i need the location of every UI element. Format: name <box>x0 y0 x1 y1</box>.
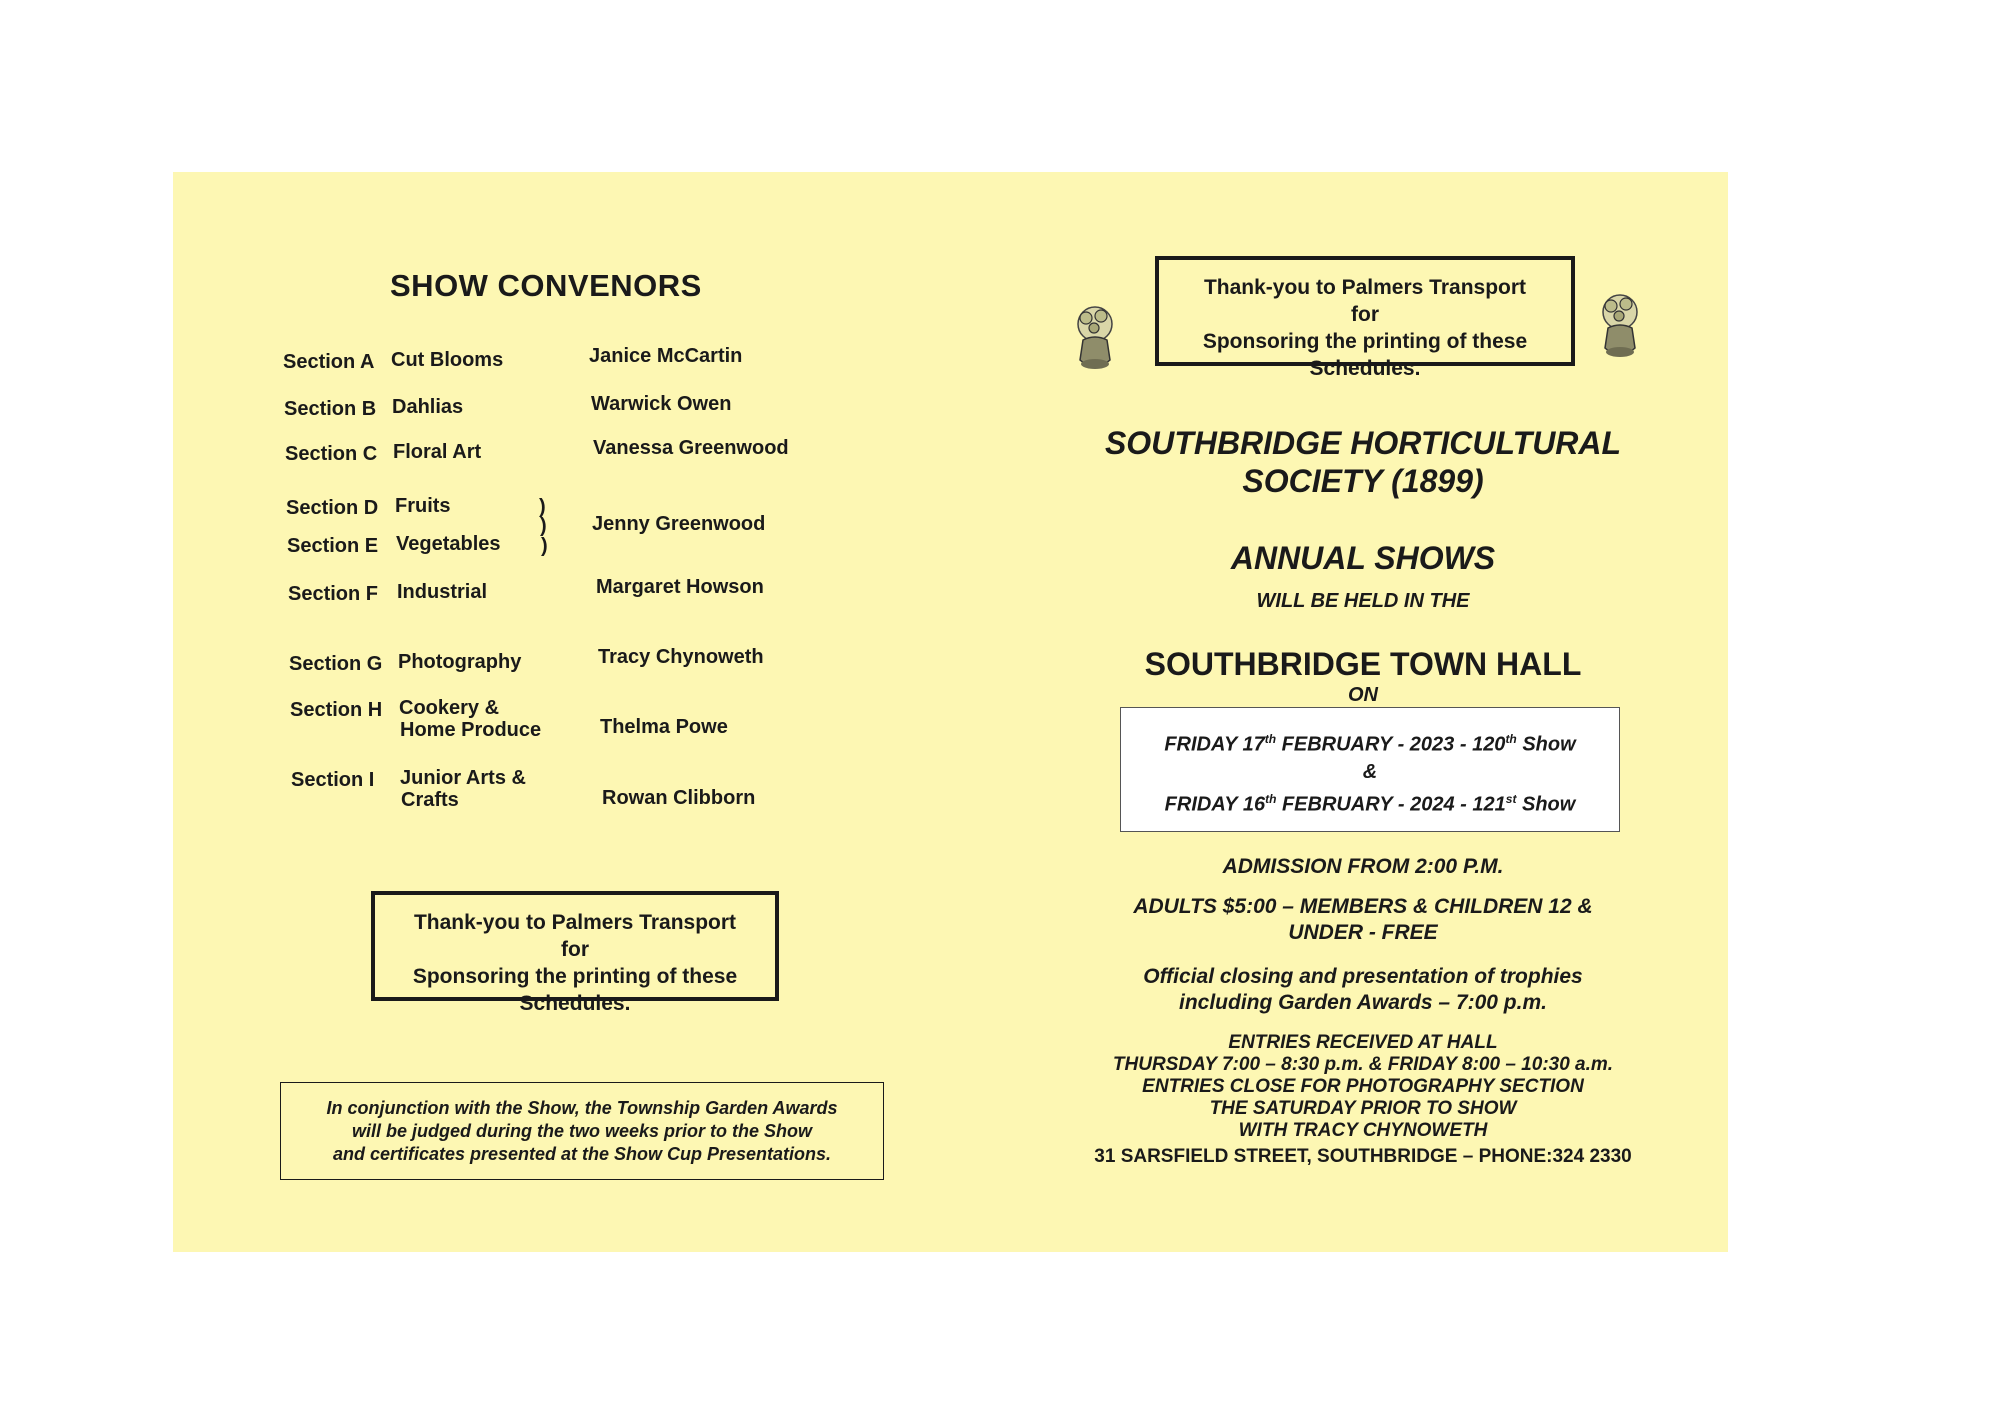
prices-text <box>1033 894 1693 946</box>
section-label: Section I <box>291 769 375 791</box>
society-title-line: SOUTHBRIDGE HORTICULTURAL <box>1104 425 1622 461</box>
flower-vase-icon <box>1066 304 1124 376</box>
closing-line: including Garden Awards – 7:00 p.m. <box>1179 991 1547 1014</box>
section-name: Floral Art <box>393 441 482 463</box>
section-name: Cookery & <box>399 697 500 719</box>
sponsor-box <box>1155 256 1575 380</box>
section-name: Junior Arts & <box>400 767 526 789</box>
bracket: ) <box>541 535 548 557</box>
show-convenors-title: SHOW CONVENORS <box>390 268 702 303</box>
note-line: In conjunction with the Show, the Township Garden Awards <box>326 1098 838 1118</box>
sponsor-line: Thank-you to Palmers Transport <box>413 911 737 934</box>
entries-line: WITH TRACY CHYNOWETH <box>1238 1120 1488 1141</box>
convenor-name: Tracy Chynoweth <box>598 646 764 668</box>
section-label: Section D <box>286 497 379 519</box>
section-label: Section C <box>285 443 378 465</box>
schedule-sheet <box>173 172 1728 1252</box>
section-label: Section F <box>288 583 379 605</box>
section-label: Section B <box>284 398 377 420</box>
closing-line: Official closing and presentation of trophies <box>1143 965 1583 988</box>
sponsor-line: Schedules. <box>1309 357 1421 380</box>
show-date-2024: FRIDAY 16th FEBRUARY - 2024 - 121st Show <box>1164 791 1576 816</box>
section-name: Dahlias <box>392 396 464 418</box>
convenor-name: Thelma Powe <box>600 716 728 738</box>
prices-line: UNDER - FREE <box>1288 921 1438 944</box>
sponsor-line: for <box>1351 303 1379 326</box>
convenor-name: Margaret Howson <box>596 576 764 598</box>
convenor-name: Jenny Greenwood <box>592 513 766 535</box>
sponsor-line: for <box>561 938 589 961</box>
convenor-name: Janice McCartin <box>589 345 743 367</box>
society-title <box>1053 424 1673 500</box>
note-line: and certificates presented at the Show Cup Presentations. <box>332 1144 832 1164</box>
on-text: ON <box>1348 684 1378 706</box>
section-label: Section A <box>283 351 375 373</box>
convenor-name: Warwick Owen <box>591 393 732 415</box>
section-name: Photography <box>398 651 522 673</box>
section-label: Section E <box>287 535 379 557</box>
show-date-2023: FRIDAY 17th FEBRUARY - 2023 - 120th Show <box>1164 732 1576 756</box>
prices-line: ADULTS $5:00 – MEMBERS & CHILDREN 12 & <box>1133 895 1593 918</box>
section-label: Section G <box>289 653 383 675</box>
entries-line: ENTRIES CLOSE FOR PHOTOGRAPHY SECTION <box>1142 1076 1584 1097</box>
bracket: ) <box>540 515 547 537</box>
section-name: Fruits <box>395 495 451 517</box>
section-name: Cut Blooms <box>391 349 504 371</box>
bracket: ) <box>539 496 546 518</box>
sponsor-box <box>371 891 779 1015</box>
society-title-line: SOCIETY (1899) <box>1242 463 1484 499</box>
entries-line: THURSDAY 7:00 – 8:30 p.m. & FRIDAY 8:00 – 10:30 a.m. <box>1112 1054 1614 1075</box>
convenor-name: Vanessa Greenwood <box>593 437 789 459</box>
ampersand: & <box>1362 760 1378 783</box>
sponsor-line: Sponsoring the printing of these <box>412 965 738 988</box>
entries-line: THE SATURDAY PRIOR TO SHOW <box>1209 1098 1517 1119</box>
section-name: Crafts <box>401 789 459 811</box>
entries-info <box>1013 1032 1713 1142</box>
garden-awards-note <box>280 1082 884 1180</box>
held-in-text: WILL BE HELD IN THE <box>1256 590 1470 612</box>
entries-line: ENTRIES RECEIVED AT HALL <box>1228 1032 1498 1053</box>
section-name: Home Produce <box>400 719 542 741</box>
show-dates-box <box>1120 707 1620 832</box>
flower-vase-icon <box>1591 292 1649 364</box>
admission-text: ADMISSION FROM 2:00 P.M. <box>1222 855 1504 878</box>
convenor-list <box>283 172 843 872</box>
note-line: will be judged during the two weeks prior to the Show <box>351 1121 813 1141</box>
convenor-name: Rowan Clibborn <box>602 787 756 809</box>
section-name: Vegetables <box>396 533 501 555</box>
sponsor-line: Sponsoring the printing of these <box>1202 330 1528 353</box>
venue-heading: SOUTHBRIDGE TOWN HALL <box>1144 646 1582 682</box>
address-text: 31 SARSFIELD STREET, SOUTHBRIDGE – PHONE:324 2330 <box>1094 1146 1632 1167</box>
sponsor-line: Thank-you to Palmers Transport <box>1203 276 1527 299</box>
section-name: Industrial <box>397 581 488 603</box>
annual-shows-heading: ANNUAL SHOWS <box>1230 540 1496 576</box>
closing-text <box>1033 964 1693 1016</box>
section-label: Section H <box>290 699 383 721</box>
sponsor-line: Schedules. <box>519 992 631 1015</box>
